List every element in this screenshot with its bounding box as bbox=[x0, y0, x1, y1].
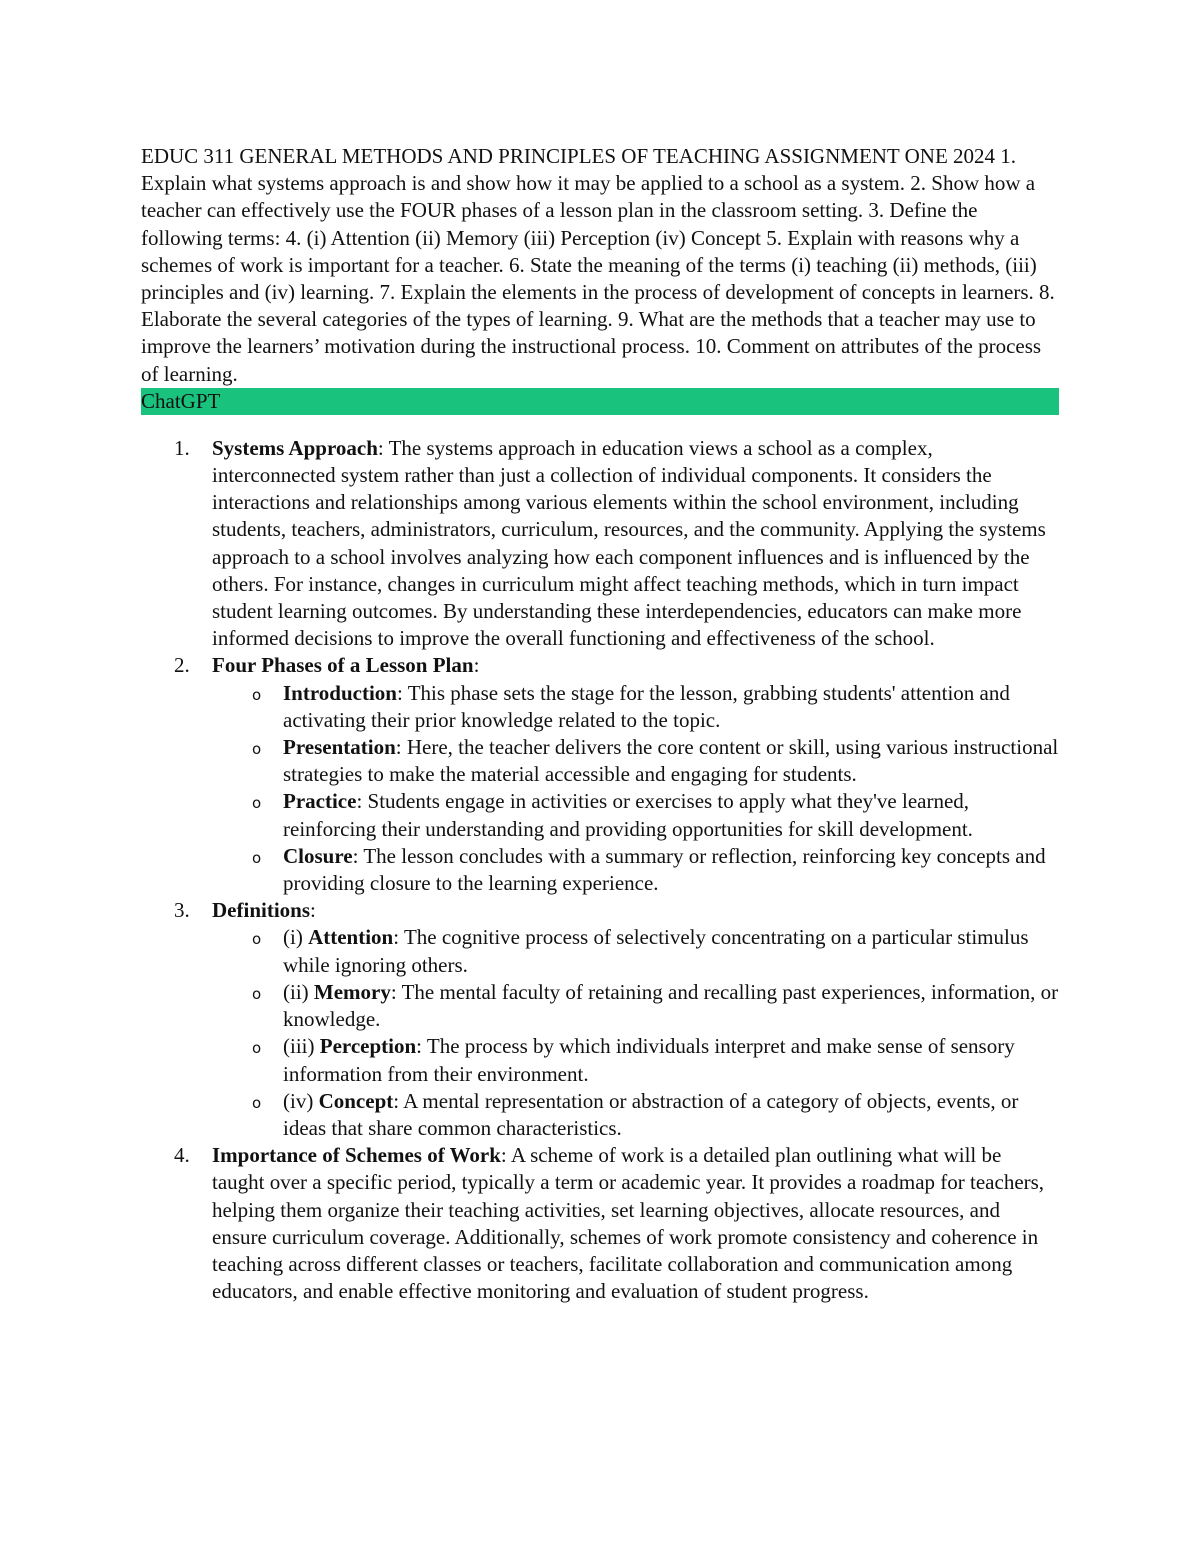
sub-item-text: : This phase sets the stage for the lesson, grabbing students' attention and activating their prior knowledge related to the topic. bbox=[283, 680, 1010, 732]
answer-number: 2. bbox=[174, 653, 190, 678]
sub-item-term: Concept bbox=[318, 1088, 394, 1113]
sub-item-text: : The process by which individuals interpret and make sense of sensory information from their environment. bbox=[283, 1034, 1015, 1086]
circle-bullet-icon: o bbox=[252, 1039, 262, 1058]
answer-list bbox=[141, 435, 1059, 1306]
answer-title: Systems Approach bbox=[212, 435, 378, 460]
answer-text: : A scheme of work is a detailed plan outlining what will be taught over a specific period, typically a term or academic year. It provides a roadmap for teachers, helping them organize their teaching activities, set learning objectives, allocate resources, and ensure curriculum coverage. Additionally, schemes of work promote consistency and coherence in teaching across different classes or teachers, facilitate collaboration and communication among educators, and enable effective monitoring and evaluation of student progress. bbox=[212, 1143, 1045, 1304]
sub-item-term: Attention bbox=[308, 925, 394, 950]
sub-item-text: : A mental representation or abstraction of a category of objects, events, or ideas that share common characteristics. bbox=[283, 1088, 1019, 1140]
sub-item bbox=[212, 843, 1059, 897]
sub-item bbox=[212, 924, 1059, 978]
sub-item-term: Introduction bbox=[283, 680, 397, 705]
document-page bbox=[141, 143, 1059, 1305]
circle-bullet-icon: o bbox=[252, 930, 262, 949]
answer-text: : bbox=[310, 898, 316, 923]
sub-item bbox=[212, 680, 1059, 734]
sub-item-term: Memory bbox=[313, 979, 391, 1004]
answer-item bbox=[141, 652, 1059, 897]
sub-item bbox=[212, 1033, 1059, 1087]
answer-item bbox=[141, 435, 1059, 653]
chatgpt-label-bar: ChatGPT bbox=[141, 388, 1059, 415]
answer-item bbox=[141, 1142, 1059, 1305]
answer-text: : The systems approach in education views a school as a complex, interconnected system rather than just a collection of individual components. It considers the interactions and relationships among various elements within the school environment, including students, teachers, administrators, curriculum, resources, and the community. Applying the systems approach to a school involves analyzing how each component influences and is influenced by the others. For instance, changes in curriculum might affect teaching methods, which in turn impact student learning outcomes. By understanding these interdependencies, educators can make more informed decisions to improve the overall functioning and effectiveness of the school. bbox=[212, 435, 1046, 651]
sub-item bbox=[212, 1088, 1059, 1142]
sub-item bbox=[212, 788, 1059, 842]
sub-item-prefix: (iii) bbox=[283, 1034, 320, 1059]
answer-number: 3. bbox=[174, 898, 190, 923]
circle-bullet-icon: o bbox=[252, 740, 262, 759]
answer-title: Importance of Schemes of Work bbox=[212, 1143, 501, 1168]
answer-title: Definitions bbox=[212, 898, 311, 923]
sub-item-text: : The lesson concludes with a summary or reflection, reinforcing key concepts and providing closure to the learning experience. bbox=[283, 843, 1046, 896]
sub-item-text: : Students engage in activities or exercises to apply what they've learned, reinforcing their understanding and providing opportunities for skill development. bbox=[283, 789, 973, 841]
sub-item bbox=[212, 979, 1059, 1033]
answer-item bbox=[141, 897, 1059, 1142]
circle-bullet-icon: o bbox=[252, 794, 262, 813]
sub-item-term: Presentation bbox=[283, 735, 396, 760]
sub-item-prefix: (i) bbox=[283, 925, 309, 950]
answer-text: : bbox=[473, 653, 480, 678]
circle-bullet-icon: o bbox=[252, 848, 262, 867]
sub-item-text: : Here, the teacher delivers the core content or skill, using various instructional strategies to make the material accessible and engaging for students. bbox=[283, 735, 1059, 787]
sub-item-text: : The mental faculty of retaining and recalling past experiences, information, or knowledge. bbox=[283, 979, 1059, 1032]
sub-item-term: Perception bbox=[319, 1034, 417, 1059]
sub-item-text: : The cognitive process of selectively concentrating on a particular stimulus while ignoring others. bbox=[283, 925, 1029, 977]
sub-item-prefix: (iv) bbox=[283, 1088, 319, 1113]
answer-title: Four Phases of a Lesson Plan bbox=[212, 653, 474, 678]
circle-bullet-icon: o bbox=[252, 685, 262, 704]
sub-list bbox=[212, 924, 1059, 1142]
sub-item-prefix: (ii) bbox=[283, 979, 314, 1004]
sub-item bbox=[212, 734, 1059, 788]
circle-bullet-icon: o bbox=[252, 1093, 262, 1112]
assignment-questions: EDUC 311 GENERAL METHODS AND PRINCIPLES OF TEACHING ASSIGNMENT ONE 2024 1. Explain what systems approach is and show how it may be applied to a school as a system. 2. Show how a teacher can effectively use the FOUR phases of a lesson plan in the classroom setting. 3. Define the following terms: 4. (i) Attention (ii) Memory (iii) Perception (iv) Concept 5. Explain with reasons why a schemes of work is important for a teacher. 6. State the meaning of the terms (i) teaching (ii) methods, (iii) principles and (iv) learning. 7. Explain the elements in the process of development of concepts in learners. 8. Elaborate the several categories of the types of learning. 9. What are the methods that a teacher may use to improve the learners’ motivation during the instructional process. 10. Comment on attributes of the process of learning. bbox=[141, 144, 1055, 386]
circle-bullet-icon: o bbox=[252, 984, 262, 1003]
sub-item-term: Closure bbox=[283, 843, 353, 868]
sub-item-term: Practice bbox=[283, 789, 357, 814]
answer-number: 1. bbox=[174, 435, 190, 460]
answer-number: 4. bbox=[174, 1143, 190, 1168]
sub-list bbox=[212, 680, 1059, 898]
